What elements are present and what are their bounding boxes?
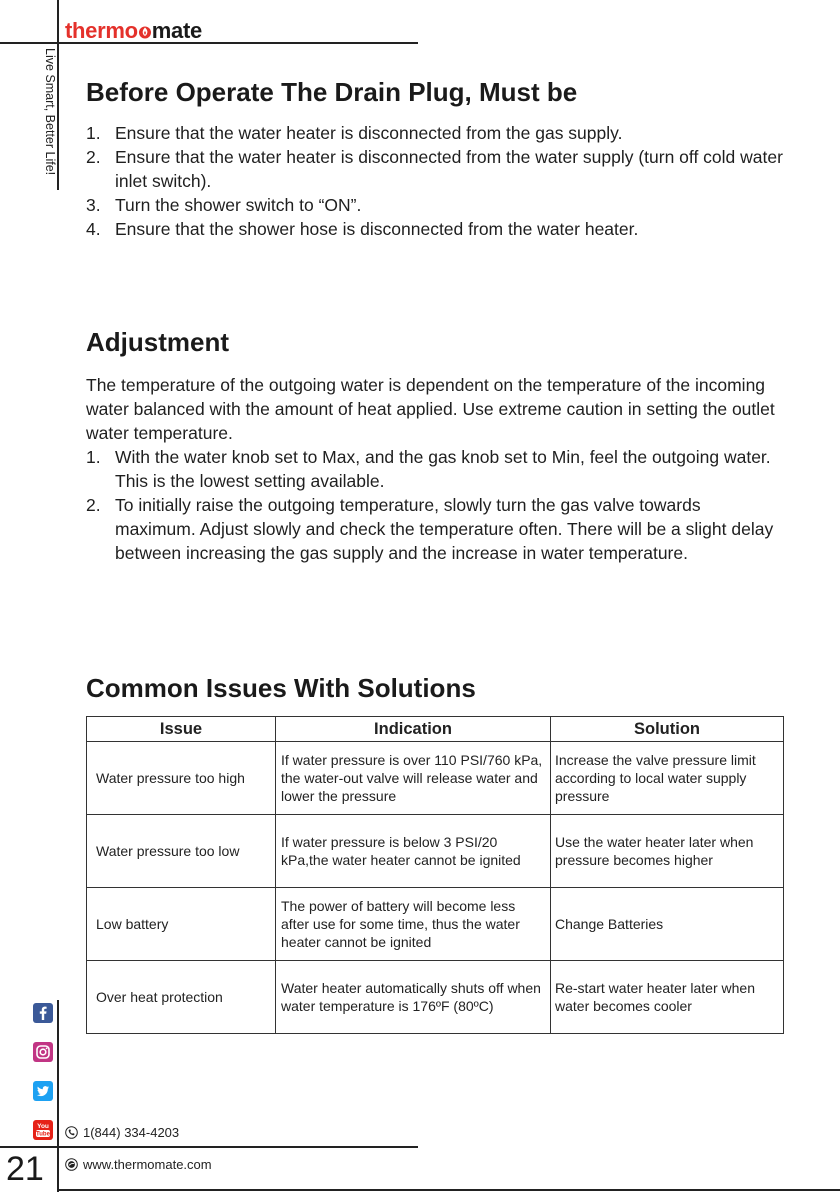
issues-table (86, 716, 784, 1034)
cell-issue: Water pressure too high (87, 742, 276, 815)
phone-contact[interactable] (65, 1125, 179, 1140)
cell-solution: Re-start water heater later when water becomes cooler (551, 961, 784, 1034)
adjustment-block (86, 373, 786, 565)
cell-indication: Water heater automatically shuts off when water temperature is 176ºF (80ºC) (276, 961, 551, 1034)
cell-indication: If water pressure is over 110 PSI/760 kPa, the water-out valve will release water and lower the pressure (276, 742, 551, 815)
bottom-vertical-rule (57, 1000, 59, 1192)
svg-text:Tube: Tube (36, 1131, 50, 1138)
column-header-issue: Issue (87, 717, 276, 742)
header-rule (0, 42, 418, 44)
drain-list (86, 121, 786, 241)
brand-logo (65, 18, 202, 44)
facebook-icon[interactable] (33, 1003, 53, 1023)
page-number: 21 (6, 1150, 44, 1188)
youtube-icon[interactable] (33, 1120, 53, 1140)
flame-icon (138, 19, 152, 33)
globe-icon (65, 1158, 78, 1171)
svg-text:You: You (37, 1123, 49, 1130)
list-item: 2. Ensure that the water heater is disconnected from the water supply (turn off cold water inlet switch). (86, 147, 783, 191)
list-item: 3. Turn the shower switch to “ON”. (86, 195, 362, 215)
phone-number: 1(844) 334-4203 (83, 1125, 180, 1140)
website-contact[interactable] (65, 1157, 212, 1172)
top-vertical-rule (57, 0, 59, 190)
column-header-solution: Solution (551, 717, 784, 742)
adjustment-section-title: Adjustment (86, 327, 229, 357)
cell-issue: Over heat protection (87, 961, 276, 1034)
list-item: 2. To initially raise the outgoing temperature, slowly turn the gas valve towards maximum. Adjust slowly and check the temperature often. There will be a slight delay between increasing the gas supply and the increase in water temperature. (86, 495, 774, 563)
footer-rule-top (0, 1146, 418, 1148)
twitter-icon[interactable] (33, 1081, 53, 1101)
adjustment-list (86, 445, 786, 565)
issues-section-title: Common Issues With Solutions (86, 673, 476, 703)
cell-indication: The power of battery will become less after use for some time, thus the water heater cannot be ignited (276, 888, 551, 961)
brand-text-thermo: thermo (65, 18, 138, 43)
adjustment-intro: The temperature of the outgoing water is dependent on the temperature of the incoming water balanced with the amount of heat applied. Use extreme caution in setting the outlet water temperature. (86, 375, 775, 443)
instagram-icon[interactable] (33, 1042, 53, 1062)
list-item: 4. Ensure that the shower hose is disconnected from the water heater. (86, 219, 639, 239)
phone-icon (65, 1126, 78, 1139)
drain-list-block (86, 121, 786, 241)
table-row (87, 742, 784, 815)
table-row (87, 961, 784, 1034)
column-header-indication: Indication (276, 717, 551, 742)
cell-indication: If water pressure is below 3 PSI/20 kPa,the water heater cannot be ignited (276, 815, 551, 888)
cell-solution: Change Batteries (551, 888, 784, 961)
cell-solution: Use the water heater later when pressure becomes higher (551, 815, 784, 888)
table-row (87, 888, 784, 961)
tagline: Live Smart, Better Life! (43, 48, 57, 176)
list-item: 1. Ensure that the water heater is disconnected from the gas supply. (86, 123, 623, 143)
cell-issue: Low battery (87, 888, 276, 961)
drain-section-title: Before Operate The Drain Plug, Must be (86, 77, 578, 107)
cell-solution: Increase the valve pressure limit according to local water supply pressure (551, 742, 784, 815)
table-row (87, 815, 784, 888)
table-header-row (87, 717, 784, 742)
brand-text-mate: mate (151, 18, 202, 43)
website-url: www.thermomate.com (83, 1157, 212, 1172)
cell-issue: Water pressure too low (87, 815, 276, 888)
footer-rule-bottom (58, 1189, 840, 1191)
list-item: 1. With the water knob set to Max, and the gas knob set to Min, feel the outgoing water. This is the lowest setting available. (86, 447, 771, 491)
